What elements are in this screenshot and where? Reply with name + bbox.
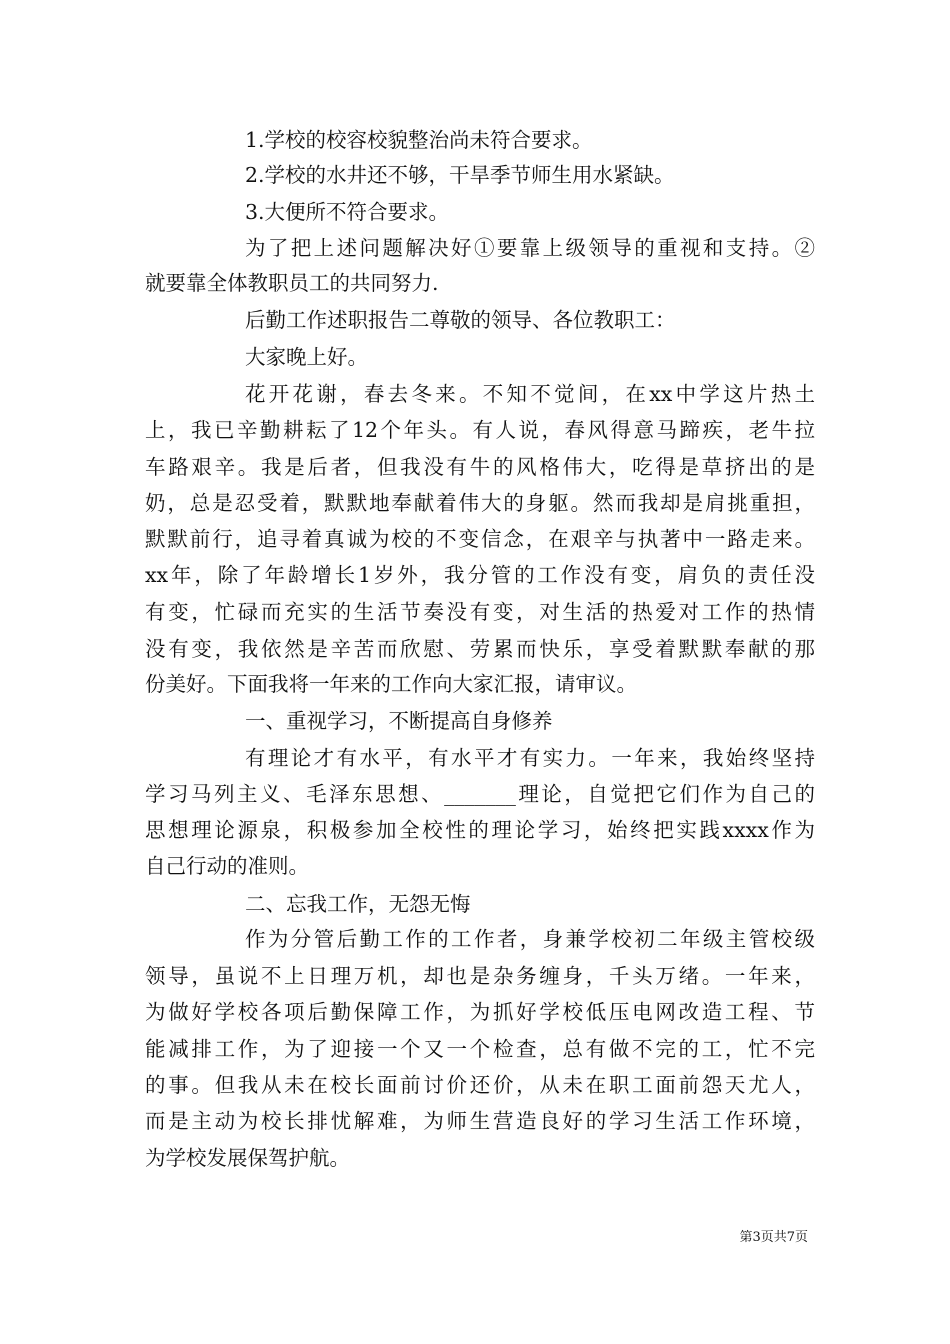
text-line: 没有变，我依然是辛苦而欣慰、劳累而快乐，享受着默默奉献的那 <box>145 637 815 661</box>
text-line: 1.学校的校容校貌整治尚未符合要求。 <box>245 128 593 152</box>
text-line: 车路艰辛。我是后者，但我没有牛的风格伟大，吃得是草挤出的是 <box>145 455 815 479</box>
text-line: 大家晚上好。 <box>245 345 368 369</box>
text-line: 花开花谢，春去冬来。不知不觉间，在xx中学这片热土 <box>245 382 815 406</box>
text-line: 默默前行，追寻着真诚为校的不变信念，在艰辛与执著中一路走来。 <box>145 527 815 551</box>
text-line: 思想理论源泉，积极参加全校性的理论学习，始终把实践xxxx作为 <box>145 818 815 842</box>
text-line: 领导，虽说不上日理万机，却也是杂务缠身，千头万绪。一年来， <box>145 964 815 988</box>
text-line: xx年，除了年龄增长1岁外，我分管的工作没有变，肩负的责任没 <box>145 563 815 587</box>
text-line: 自己行动的准则。 <box>145 854 309 878</box>
text-line: 作为分管后勤工作的工作者，身兼学校初二年级主管校级 <box>245 927 815 951</box>
text-line: 为做好学校各项后勤保障工作，为抓好学校低压电网改造工程、节 <box>145 1000 815 1024</box>
text-line: 为了把上述问题解决好①要靠上级领导的重视和支持。② <box>245 236 815 260</box>
text-line: 而是主动为校长排忧解难，为师生营造良好的学习生活工作环境， <box>145 1109 815 1133</box>
section-heading: 二、忘我工作，无怨无悔 <box>245 892 471 916</box>
text-line: 上，我已辛勤耕耘了12个年头。有人说，春风得意马蹄疾，老牛拉 <box>145 418 815 442</box>
text-line: 能减排工作，为了迎接一个又一个检查，总有做不完的工，忙不完 <box>145 1037 815 1061</box>
text-line: 有变，忙碌而充实的生活节奏没有变，对生活的热爱对工作的热情 <box>145 600 815 624</box>
text-line: 的事。但我从未在校长面前讨价还价，从未在职工面前怨天尤人， <box>145 1073 815 1097</box>
text-line: 后勤工作述职报告二尊敬的领导、各位教职工： <box>245 308 676 332</box>
text-line: 学习马列主义、毛泽东思想、_______理论，自觉把它们作为自己的 <box>145 782 815 806</box>
text-line: 份美好。下面我将一年来的工作向大家汇报，请审议。 <box>145 672 637 696</box>
text-line: 奶，总是忍受着，默默地奉献着伟大的身躯。然而我却是肩挑重担， <box>145 491 815 515</box>
text-line: 有理论才有水平，有水平才有实力。一年来，我始终坚持 <box>245 746 815 770</box>
page-number-footer: 第3页共7页 <box>739 1230 808 1245</box>
text-line: 就要靠全体教职员工的共同努力. <box>145 271 439 295</box>
section-heading: 一、重视学习，不断提高自身修养 <box>245 709 553 733</box>
text-line: 3.大便所不符合要求。 <box>245 200 450 224</box>
text-line: 为学校发展保驾护航。 <box>145 1146 350 1170</box>
text-line: 2.学校的水井还不够，干旱季节师生用水紧缺。 <box>245 163 675 187</box>
